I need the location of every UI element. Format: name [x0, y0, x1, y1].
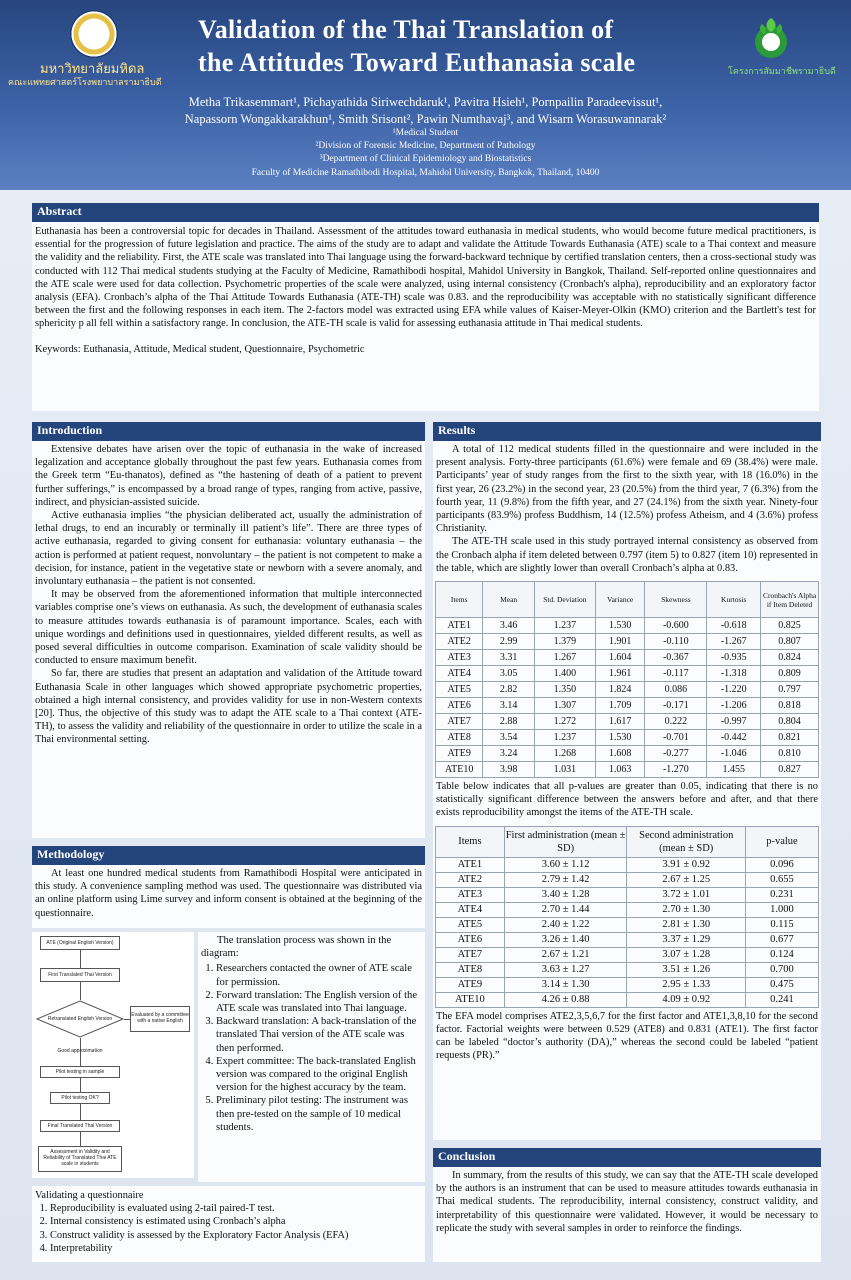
flow-node: Retranslated English Version	[47, 1016, 113, 1022]
intro-paragraph: Extensive debates have arisen over the topic of euthanasia in the wake of increased legalization and acceptance globally throughout the past few years. Euthanasia comes from the Greek term “Eu-thanatos), defined as “the hastening of death of a patient to prevent further sufferings,” is encompassed by a broad range of types, ranging from active, passive, indirect, and physician-assisted suicide.	[35, 444, 422, 508]
flow-node: First Translated Thai Version	[48, 972, 112, 978]
table-cell: ATE10	[436, 992, 505, 1007]
table-cell: 0.231	[745, 887, 818, 902]
table-cell: 3.31	[483, 650, 535, 666]
table-cell: 2.81 ± 1.30	[627, 917, 745, 932]
table-row	[436, 634, 819, 650]
table-cell: 3.24	[483, 746, 535, 762]
table-cell: 1.530	[595, 730, 644, 746]
table-cell: 3.60 ± 1.12	[504, 857, 627, 872]
table-cell: 1.307	[534, 698, 595, 714]
table-cell: 0.222	[645, 714, 707, 730]
table-cell: 0.818	[761, 698, 819, 714]
table-cell: 0.797	[761, 682, 819, 698]
table-cell: 2.82	[483, 682, 535, 698]
table-cell: 0.821	[761, 730, 819, 746]
table-cell: ATE8	[436, 730, 483, 746]
table-cell: -0.701	[645, 730, 707, 746]
mahidol-logo-text: มหาวิทยาลัยมหิดล	[40, 62, 145, 77]
intro-paragraph: Active euthanasia implies “the physician deliberated act, usually the administration of lethal drugs, to end an incurably or terminally ill patient’s life”. There are three types of active euthanasia, regarded to giving consent for euthanasia: voluntary euthanasia – the action is performed at patient request, nonvoluntary – the patient is not competent to make a decision, for instance, patient in the vegetative state or newborn with a severe anomaly, and involuntary euthanasia – the patient is not consented.	[35, 510, 422, 588]
process-step: 1. Researchers contacted the owner of ATE scale for permission.	[216, 962, 422, 988]
table-row	[436, 932, 819, 947]
table-row	[436, 857, 819, 872]
table-cell: 1.901	[595, 634, 644, 650]
poster-title-line2: the Attitudes Toward Euthanasia scale	[198, 48, 636, 77]
table-cell: ATE10	[436, 762, 483, 778]
table-cell: 4.26 ± 0.88	[504, 992, 627, 1007]
table-row	[436, 698, 819, 714]
table-cell: 1.400	[534, 666, 595, 682]
table-cell: ATE1	[436, 857, 505, 872]
table-cell: 2.70 ± 1.30	[627, 902, 745, 917]
table-cell: -1.206	[707, 698, 761, 714]
affiliation: Faculty of Medicine Ramathibodi Hospital, Mahidol University, Bangkok, Thailand, 10400	[251, 168, 600, 178]
table-cell: 0.096	[745, 857, 818, 872]
table-cell: 2.40 ± 1.22	[504, 917, 627, 932]
table-cell: 0.086	[645, 682, 707, 698]
keywords: Keywords: Euthanasia, Attitude, Medical student, Questionnaire, Psychometric	[35, 343, 365, 355]
table-cell: 0.804	[761, 714, 819, 730]
table-cell: 1.455	[707, 762, 761, 778]
table-header-cell: p-value	[745, 826, 818, 857]
table-cell: 1.237	[534, 730, 595, 746]
table-cell: ATE2	[436, 634, 483, 650]
table-cell: 3.54	[483, 730, 535, 746]
introduction-section	[32, 422, 425, 838]
table-cell: ATE1	[436, 618, 483, 634]
process-step: 4. Expert committee: The back-translated English version was compared to the original English version for the highest accuracy by the team.	[216, 1055, 422, 1095]
validating-item: 4. Interpretability	[50, 1242, 422, 1255]
table-cell: 1.961	[595, 666, 644, 682]
table-header-cell: Kurtosis	[707, 582, 761, 618]
table-cell: 0.677	[745, 932, 818, 947]
process-step: 3. Backward translation: A back-translation of the translated Thai version of the ATE scale was then performed.	[216, 1015, 422, 1055]
flow-node: Assessment in Validity and Reliability of Translated Thai ATE scale in students	[43, 1149, 117, 1167]
ramathibodi-logo-subtext: คณะแพทยศาสตร์โรงพยาบาลรามาธิบดี	[8, 78, 162, 88]
results-section	[433, 422, 821, 1140]
table-header-cell: Std. Deviation	[534, 582, 595, 618]
table-cell: 1.379	[534, 634, 595, 650]
table-cell: 2.70 ± 1.44	[504, 902, 627, 917]
table-cell: 3.98	[483, 762, 535, 778]
conclusion-heading: Conclusion	[433, 1148, 821, 1167]
results-paragraph: A total of 112 medical students filled in the questionnaire and were included in the present analysis. Forty-three participants (61.6%) were female and 69 (38.4%) were male. Participants’ year of study ranges from the first to the sixth year, with 18 (16.0%) in the first year, 26 (23.2%) in the second year, 23 (20.5%) from the third year, 7 (6.3%) from the fourth year, 11 (9.8%) from the fifth year, and 27 (24.1%) from the sixth year. Ninety-four participants (83.9%) profess Buddhism, 14 (12.5%) profess Atheism, and 4 (3.6%) profess Christianity.	[436, 444, 818, 535]
table-cell: ATE4	[436, 902, 505, 917]
conclusion-text: In summary, from the results of this study, we can say that the ATE-TH scale developed by the authors is an instrument that can be used to measure attitudes towards euthanasia in Thai medical students. The reproducibility, internal consistency, construct validity, and interpretability of this questionnaire were validated. However, it would be necessary to replicate the study with several samples in order to reinforce the findings.	[436, 1170, 818, 1234]
table-row	[436, 992, 819, 1007]
flow-node: Evaluated by a committee with a native English	[131, 1012, 189, 1024]
table-row	[436, 650, 819, 666]
table-cell: 3.72 ± 1.01	[627, 887, 745, 902]
project-logo-text: โครงการสัมมาชีพรามาธิบดี	[728, 67, 836, 77]
table-header-cell: Cronbach's Alpha if Item Deleted	[761, 582, 819, 618]
table-cell: 2.88	[483, 714, 535, 730]
table-row	[436, 666, 819, 682]
translation-flowchart	[32, 932, 194, 1178]
table-cell: ATE3	[436, 650, 483, 666]
table-cell: 4.09 ± 0.92	[627, 992, 745, 1007]
poster-title-line1: Validation of the Thai Translation of	[198, 15, 614, 44]
flow-edge-label: Good approximation	[57, 1048, 103, 1054]
table-cell: 1.709	[595, 698, 644, 714]
table-cell: 1.608	[595, 746, 644, 762]
table-cell: ATE6	[436, 698, 483, 714]
translation-process	[198, 932, 425, 1182]
table-cell: -1.318	[707, 666, 761, 682]
table-cell: 1.604	[595, 650, 644, 666]
table-cell: 3.07 ± 1.28	[627, 947, 745, 962]
table-cell: -1.046	[707, 746, 761, 762]
table-cell: 0.810	[761, 746, 819, 762]
table-cell: ATE5	[436, 917, 505, 932]
results-paragraph: The EFA model comprises ATE2,3,5,6,7 for the first factor and ATE1,3,8,10 for the second factor. Factorial weights were between 0.529 (ATE8) and 0.831 (ATE1). The first factor can be labeled “doctor’s authority (DA),” whereas the second could be labeled “patient requests (PR).”	[436, 1010, 818, 1062]
table-row	[436, 682, 819, 698]
process-step: 5. Preliminary pilot testing: The instrument was then pre-tested on the sample of 10 medical students.	[216, 1094, 422, 1134]
table-cell: 1.268	[534, 746, 595, 762]
table-cell: 1.530	[595, 618, 644, 634]
table-cell: 3.14 ± 1.30	[504, 977, 627, 992]
table-cell: 1.824	[595, 682, 644, 698]
table-cell: 3.26 ± 1.40	[504, 932, 627, 947]
table-cell: 0.475	[745, 977, 818, 992]
table-cell: ATE5	[436, 682, 483, 698]
table-cell: -0.277	[645, 746, 707, 762]
intro-paragraph: So far, there are studies that present an adaptation and validation of the Attitude toward Euthanasia Scale in other languages which showed appropriate psychometric properties, obtained a high internal consistency, and provides validity for use in non-Western contexts [20]. Thus, the objective of this study was to adapt the ATE scale to a Thai context (ATE-TH), to assess the validity and reliability of the questionnaire in order to utilize the scale in a Thai environmental setting.	[35, 668, 422, 746]
table-cell: -0.618	[707, 618, 761, 634]
table-header-cell: Variance	[595, 582, 644, 618]
table-row	[436, 746, 819, 762]
flow-node: Final Translated Thai Version	[47, 1123, 113, 1129]
table-cell: 3.14	[483, 698, 535, 714]
table-cell: ATE3	[436, 887, 505, 902]
process-intro: The translation process was shown in the diagram:	[201, 935, 392, 960]
descriptive-stats-table	[435, 581, 819, 778]
table-cell: 0.241	[745, 992, 818, 1007]
flow-node: ATE (Original English Version)	[46, 940, 114, 946]
table-header-cell: Skewness	[645, 582, 707, 618]
table-cell: -1.220	[707, 682, 761, 698]
table-cell: -0.110	[645, 634, 707, 650]
table-cell: 3.63 ± 1.27	[504, 962, 627, 977]
table-row	[436, 730, 819, 746]
flow-node: Pilot testing in sample	[55, 1069, 105, 1075]
table-row	[436, 977, 819, 992]
validating-heading: Validating a questionnaire	[35, 1190, 144, 1201]
table-cell: -0.367	[645, 650, 707, 666]
table-cell: 3.40 ± 1.28	[504, 887, 627, 902]
table-cell: 2.67 ± 1.25	[627, 872, 745, 887]
table-header-cell: Second administration (mean ± SD)	[627, 826, 745, 857]
mahidol-seal-logo	[70, 10, 118, 58]
abstract-section	[32, 203, 819, 411]
table-cell: ATE2	[436, 872, 505, 887]
table-cell: ATE4	[436, 666, 483, 682]
table-cell: 0.824	[761, 650, 819, 666]
project-logo-icon	[750, 14, 792, 60]
table-cell: 1.617	[595, 714, 644, 730]
table-cell: 2.79 ± 1.42	[504, 872, 627, 887]
table-cell: 1.350	[534, 682, 595, 698]
poster-header	[0, 0, 851, 190]
table-cell: -0.442	[707, 730, 761, 746]
table-cell: 0.827	[761, 762, 819, 778]
table-cell: ATE7	[436, 714, 483, 730]
table-row	[436, 714, 819, 730]
table-cell: -0.997	[707, 714, 761, 730]
table-cell: 3.05	[483, 666, 535, 682]
table-cell: ATE6	[436, 932, 505, 947]
authors-line2: Napassorn Wongakkarakhun¹, Smith Srisont², Pawin Numthavaj³, and Wisarn Worasuwannarak²	[184, 112, 667, 126]
results-paragraph: The ATE-TH scale used in this study portrayed internal consistency as observed from the Cronbach alpha if item deleted between 0.797 (item 5) to 0.827 (item 10) represented in the table, which are slightly lower than overall Cronbach’s alpha at 0.83.	[436, 536, 818, 574]
table-header-cell: First administration (mean ± SD)	[504, 826, 627, 857]
table-cell: 1.267	[534, 650, 595, 666]
abstract-heading: Abstract	[32, 203, 819, 222]
methodology-heading: Methodology	[32, 846, 425, 865]
table-cell: 1.237	[534, 618, 595, 634]
table-cell: ATE8	[436, 962, 505, 977]
table-cell: -0.600	[645, 618, 707, 634]
table-cell: 3.91 ± 0.92	[627, 857, 745, 872]
methodology-section	[32, 846, 425, 928]
table-cell: 0.700	[745, 962, 818, 977]
table-row	[436, 887, 819, 902]
table-header-cell: Mean	[483, 582, 535, 618]
abstract-text: Euthanasia has been a controversial topic for decades in Thailand. Assessment of the attitudes toward euthanasia in medical students, who would become future medical practitioners, is essential for the progression of future legislation and practice. The aims of the study are to adapt and validate the Attitude Towards Euthanasia (ATE) scale to a Thai context and measure the validity and the reliability. First, the ATE scale was translated into Thai language using the forward-backward technique by certified translation centers, then a cross-sectional study was conducted with 112 Thai medical students studying at the Faculty of Medicine, Ramathibodi hospital, Mahidol University in Bangkok, Thailand. Self-reported online questionnaires and the ATE scale were used for data collection. Psychometric properties of the scale were analyzed, using internal consistency (Cronbach's alpha), reproducibility and an exploratory factor analysis (EFA). Cronbach’s alpha of the Thai Attitude Towards Euthanasia (ATE-TH) scale was 0.83. and the reproducibility was acceptable with no statistically significant difference between the first and the following responses in each item. The 2-factors model was extracted using EFA while values of Kaiser-Meyer-Olkin (KMO) criterion and the Bartlett's test for sphericity p all fell within a satisfactory range. In conclusion, the ATE-TH scale is valid for assessing euthanasia attitude in Thai medical students.	[35, 226, 816, 330]
affiliation: ²Division of Forensic Medicine, Department of Pathology	[315, 141, 536, 151]
table-cell: -0.171	[645, 698, 707, 714]
table-row	[436, 902, 819, 917]
affiliation: ³Department of Clinical Epidemiology and Biostatistics	[319, 154, 532, 164]
table-row	[436, 962, 819, 977]
table-cell: ATE9	[436, 977, 505, 992]
authors-line1: Metha Trikasemmart¹, Pichayathida Siriwechdaruk¹, Pavitra Hsieh¹, Pornpailin Paradeevissut¹,	[188, 95, 663, 109]
conclusion-section	[433, 1148, 821, 1262]
table-header-cell: Items	[436, 826, 505, 857]
table-row	[436, 917, 819, 932]
table-cell: 0.807	[761, 634, 819, 650]
introduction-heading: Introduction	[32, 422, 425, 441]
table-row	[436, 762, 819, 778]
table-cell: 0.124	[745, 947, 818, 962]
validating-item: 1. Reproducibility is evaluated using 2-tail paired-T test.	[50, 1202, 422, 1215]
results-heading: Results	[433, 422, 821, 441]
table-cell: 1.031	[534, 762, 595, 778]
table-cell: 1.063	[595, 762, 644, 778]
validating-item: 2. Internal consistency is estimated using Cronbach’s alpha	[50, 1215, 422, 1228]
table-cell: -1.270	[645, 762, 707, 778]
table-cell: 2.95 ± 1.33	[627, 977, 745, 992]
flow-node: Pilot testing OK?	[61, 1095, 99, 1101]
table-cell: -0.117	[645, 666, 707, 682]
table-row	[436, 618, 819, 634]
table-cell: -1.267	[707, 634, 761, 650]
table-cell: 2.67 ± 1.21	[504, 947, 627, 962]
validating-section	[32, 1186, 425, 1262]
table-cell: 0.825	[761, 618, 819, 634]
table-header-cell: Items	[436, 582, 483, 618]
reproducibility-table	[435, 826, 819, 1008]
table-cell: -0.935	[707, 650, 761, 666]
table-cell: 2.99	[483, 634, 535, 650]
table-cell: 0.655	[745, 872, 818, 887]
affiliation: ¹Medical Student	[392, 128, 459, 138]
methodology-intro: At least one hundred medical students from Ramathibodi Hospital were anticipated in this study. A convenience sampling method was used. The questionnaire was distributed via an online platform using Lime survey and inform consent is obtained at the beginning of the questionnaire.	[35, 868, 422, 919]
process-step: 2. Forward translation: The English version of the ATE scale was translated into Thai language.	[216, 989, 422, 1015]
table-cell: 3.51 ± 1.26	[627, 962, 745, 977]
table-cell: 0.809	[761, 666, 819, 682]
table-cell: 0.115	[745, 917, 818, 932]
table-cell: ATE7	[436, 947, 505, 962]
results-paragraph: Table below indicates that all p-values are greater than 0.05, indicating that there is no statistically significant difference between the answers before and after, and that there exists reproducibility amongst the items of the ATE-TH scale.	[436, 781, 818, 819]
table-cell: 3.46	[483, 618, 535, 634]
table-cell: 1.272	[534, 714, 595, 730]
table-row	[436, 947, 819, 962]
table-row	[436, 872, 819, 887]
table-cell: ATE9	[436, 746, 483, 762]
table-cell: 1.000	[745, 902, 818, 917]
validating-item: 3. Construct validity is assessed by the Exploratory Factor Analysis (EFA)	[50, 1229, 422, 1242]
intro-paragraph: It may be observed from the aforementioned information that multiple interconnected variables comprise one’s views on euthanasia. As such, the development of euthanasia scales to measure attitudes towards euthanasia is of paramount importance. Scales, each with unique wordings and definitions used in questionnaires, yielded different results, as well as posed several difficulties in outcome comparison. Examination of scale validity should be conducted to ensure maximum benefit.	[35, 589, 422, 667]
table-cell: 3.37 ± 1.29	[627, 932, 745, 947]
